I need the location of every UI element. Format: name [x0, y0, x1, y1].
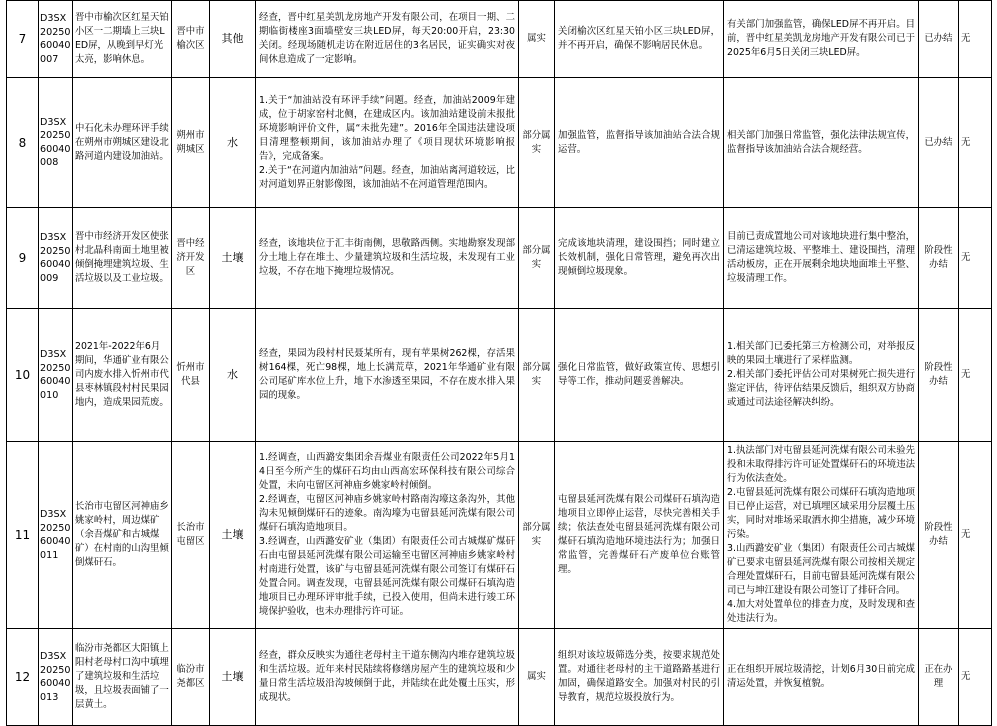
rectification-measures: 强化日常监管，做好政策宣传、思想引导等工作，推动问题妥善解决。 — [555, 309, 724, 442]
case-code: D3SX2025060040007 — [39, 1, 73, 78]
complaint-text: 晋中市榆次区红星天铂小区一二期墙上三块LED屏，从晚到早灯光太亮，影响休息。 — [73, 1, 172, 78]
rectification-measures: 屯留县延河洗煤有限公司煤矸石填沟造地项目立即停止运营，尽快完善相关手续；依法查处屯留县延河洗煤有限公司煤矸石填沟造地环境违法行为；加强日常监管，完善煤矸石产废单位台账管理。 — [555, 442, 724, 629]
accountability: 无 — [959, 78, 992, 208]
pollution-category: 土壤 — [210, 629, 256, 726]
rectification-progress: 1.执法部门对屯留县延河洗煤有限公司未验先投和未取得排污许可证处置煤矸石的环境违法行为依法查处。 2.屯留县延河洗煤有限公司煤矸石填沟造地项目已停止运营，对已填埋区域采用分层覆土压实，同时对堆场采取洒水抑尘措施，减少环境污染。 3.山西潞安矿业（集团）有限责任公司古城煤矿已要求屯留县延河洗煤有限公司按相关规定合理处置煤矸石，目前屯留县延河洗煤有限公司已与坤江建设有限公司签订了排矸合同。 4.加大对处置单位的排查力度，及时发现和查处违法行为。 — [724, 442, 919, 629]
row-index: 9 — [7, 208, 39, 309]
complaint-text: 长治市屯留区河神庙乡姚家岭村，周边煤矿（余吾煤矿和古城煤矿）在村南的山沟里倾倒煤矸石。 — [73, 442, 172, 629]
case-status: 阶段性办结 — [919, 442, 959, 629]
verdict: 属实 — [519, 629, 555, 726]
row-index: 11 — [7, 442, 39, 629]
district: 晋中市榆次区 — [172, 1, 210, 78]
case-status: 已办结 — [919, 78, 959, 208]
table-row — [7, 1, 992, 78]
investigation-findings: 经查，该地块位于汇丰街南侧，思敬路西侧。实地勘察发现部分土地上存在堆土、少量建筑垃圾和生活垃圾，未发现有工业垃圾，不存在地下掩埋垃圾情况。 — [256, 208, 519, 309]
verdict: 属实 — [519, 1, 555, 78]
pollution-category: 水 — [210, 309, 256, 442]
rectification-measures: 加强监管，监督指导该加油站合法合规运营。 — [555, 78, 724, 208]
rectification-measures: 关闭榆次区红星天铂小区三块LED屏，并不再开启，确保不影响居民休息。 — [555, 1, 724, 78]
district: 朔州市朔城区 — [172, 78, 210, 208]
complaint-text: 晋中市经济开发区使张村北晶科南面土地里被倾倒掩埋建筑垃圾、生活垃圾以及工业垃圾。 — [73, 208, 172, 309]
case-status: 正在办理 — [919, 629, 959, 726]
accountability: 无 — [959, 309, 992, 442]
table-row — [7, 208, 992, 309]
investigation-findings: 经查，果园为段村村民聂某所有，现有苹果树262棵，存活果树164棵，死亡98棵，地上长满荒草，2021年华通矿业有限公司尾矿库水位上升，地下水渗透至果园，不存在废水排入果园的现象。 — [256, 309, 519, 442]
pollution-category: 土壤 — [210, 208, 256, 309]
table-row — [7, 78, 992, 208]
verdict: 部分属实 — [519, 442, 555, 629]
complaint-table — [6, 0, 992, 726]
district: 晋中经济开发区 — [172, 208, 210, 309]
rectification-progress: 1.相关部门已委托第三方检测公司，对举报反映的果园土壤进行了采样监测。 2.相关部门委托评估公司对果树死亡损失进行鉴定评估，待评估结果反馈后，组织双方协商或通过司法途径解决纠纷。 — [724, 309, 919, 442]
table-row — [7, 309, 992, 442]
case-status: 阶段性办结 — [919, 208, 959, 309]
table-row — [7, 629, 992, 726]
verdict: 部分属实 — [519, 78, 555, 208]
rectification-measures: 完成该地块清理，建设围挡；同时建立长效机制，强化日常管理，避免再次出现倾倒垃圾现象。 — [555, 208, 724, 309]
complaint-text: 临汾市尧都区大阳镇上阳村老母村口沟中填埋了建筑垃圾和生活垃圾，且垃圾表面铺了一层黄土。 — [73, 629, 172, 726]
rectification-progress: 正在组织开展垃圾清挖，计划6月30日前完成清运处置，并恢复植貌。 — [724, 629, 919, 726]
table-row — [7, 442, 992, 629]
case-code: D3SX2025060040008 — [39, 78, 73, 208]
complaint-text: 2021年-2022年6月期间，华通矿业有限公司内废水排入忻州市代县枣林镇段村村民果园地内，造成果园荒废。 — [73, 309, 172, 442]
investigation-findings: 经查，群众反映实为通往老母村主干道东侧沟内堆存建筑垃圾和生活垃圾。近年来村民陆续将修缮房屋产生的建筑垃圾和少量日常生活垃圾沿沟坡倾倒于此，并陆续在此处覆土压实，形成现状。 — [256, 629, 519, 726]
pollution-category: 其他 — [210, 1, 256, 78]
district: 长治市屯留区 — [172, 442, 210, 629]
investigation-findings: 经查，晋中红星美凯龙房地产开发有限公司，在项目一期、二期临街楼座3面墙壁安三块LED屏，每天20:00开启，23:30关闭。经现场随机走访在附近居住的3名居民，证实确实对夜间休息造成了一定影响。 — [256, 1, 519, 78]
accountability: 无 — [959, 1, 992, 78]
verdict: 部分属实 — [519, 309, 555, 442]
rectification-progress: 有关部门加强监管，确保LED屏不再开启。目前，晋中红星美凯龙房地产开发有限公司已于2025年6月5日关闭三块LED屏。 — [724, 1, 919, 78]
row-index: 10 — [7, 309, 39, 442]
complaint-text: 中石化未办理环评手续在朔州市朔城区建设北路河道内建设加油站。 — [73, 78, 172, 208]
complaint-table-wrapper — [6, 0, 991, 726]
case-code: D3SX2025060040009 — [39, 208, 73, 309]
district: 忻州市代县 — [172, 309, 210, 442]
row-index: 12 — [7, 629, 39, 726]
case-status: 已办结 — [919, 1, 959, 78]
pollution-category: 水 — [210, 78, 256, 208]
case-status: 阶段性办结 — [919, 309, 959, 442]
investigation-findings: 1.关于“加油站没有环评手续”问题。经查，加油站2009年建成，位于胡家窑村北侧，在建成区内。该加油站建设前未报批环境影响评价文件，属“未批先建”。2016年全国违法建设项目清理整顿期间，该加油站办理了《项目现状环境影响报告》，完成备案。 2.关于“在河道内加油站”问题。经查，加油站离河道较远，比对河道划界正射影像图，该加油站不在河道管理范围内。 — [256, 78, 519, 208]
rectification-progress: 相关部门加强日常监管，强化法律法规宣传，监督指导该加油站合法合规经营。 — [724, 78, 919, 208]
table-body — [7, 1, 992, 726]
accountability: 无 — [959, 442, 992, 629]
district: 临汾市尧都区 — [172, 629, 210, 726]
case-code: D3SX2025060040013 — [39, 629, 73, 726]
verdict: 部分属实 — [519, 208, 555, 309]
investigation-findings: 1.经调查，山西潞安集团余吾煤业有限责任公司2022年5月14日至今所产生的煤矸石均由山西高宏环保科技有限公司综合处置，未向屯留区河神庙乡姚家岭村倾倒。 2.经调查，屯留区河神庙乡姚家岭村路南沟壕这条沟外，其他沟未见倾倒煤矸石的迹象。南沟壕为屯留县延河洗煤有限公司煤矸石填沟造地项目。 3.经调查，山西潞安矿业（集团）有限责任公司古城煤矿煤矸石由屯留县延河洗煤有限公司运输至屯留区河神庙乡姚家岭村村南进行处置，该矿与屯留县延河洗煤有限公司签订有煤矸石处置合同。调查发现，屯留县延河洗煤有限公司煤矸石填沟造地项目已办理环评审批手续，已投入使用，但尚未进行竣工环境保护验收，也未办理排污许可证。 — [256, 442, 519, 629]
rectification-measures: 组织对该垃圾筛选分类，按要求规范处置。对通往老母村的主干道路路基进行加固，确保道路安全。加强对村民的引导教育，规范垃圾投放行为。 — [555, 629, 724, 726]
row-index: 7 — [7, 1, 39, 78]
case-code: D3SX2025060040010 — [39, 309, 73, 442]
rectification-progress: 目前已责成置地公司对该地块进行集中整治，已清运建筑垃圾、平整堆土、建设围挡，清理活动板房，正在开展剩余地块地面堆土平整、垃圾清理工作。 — [724, 208, 919, 309]
case-code: D3SX2025060040011 — [39, 442, 73, 629]
accountability: 无 — [959, 629, 992, 726]
pollution-category: 土壤 — [210, 442, 256, 629]
row-index: 8 — [7, 78, 39, 208]
accountability: 无 — [959, 208, 992, 309]
